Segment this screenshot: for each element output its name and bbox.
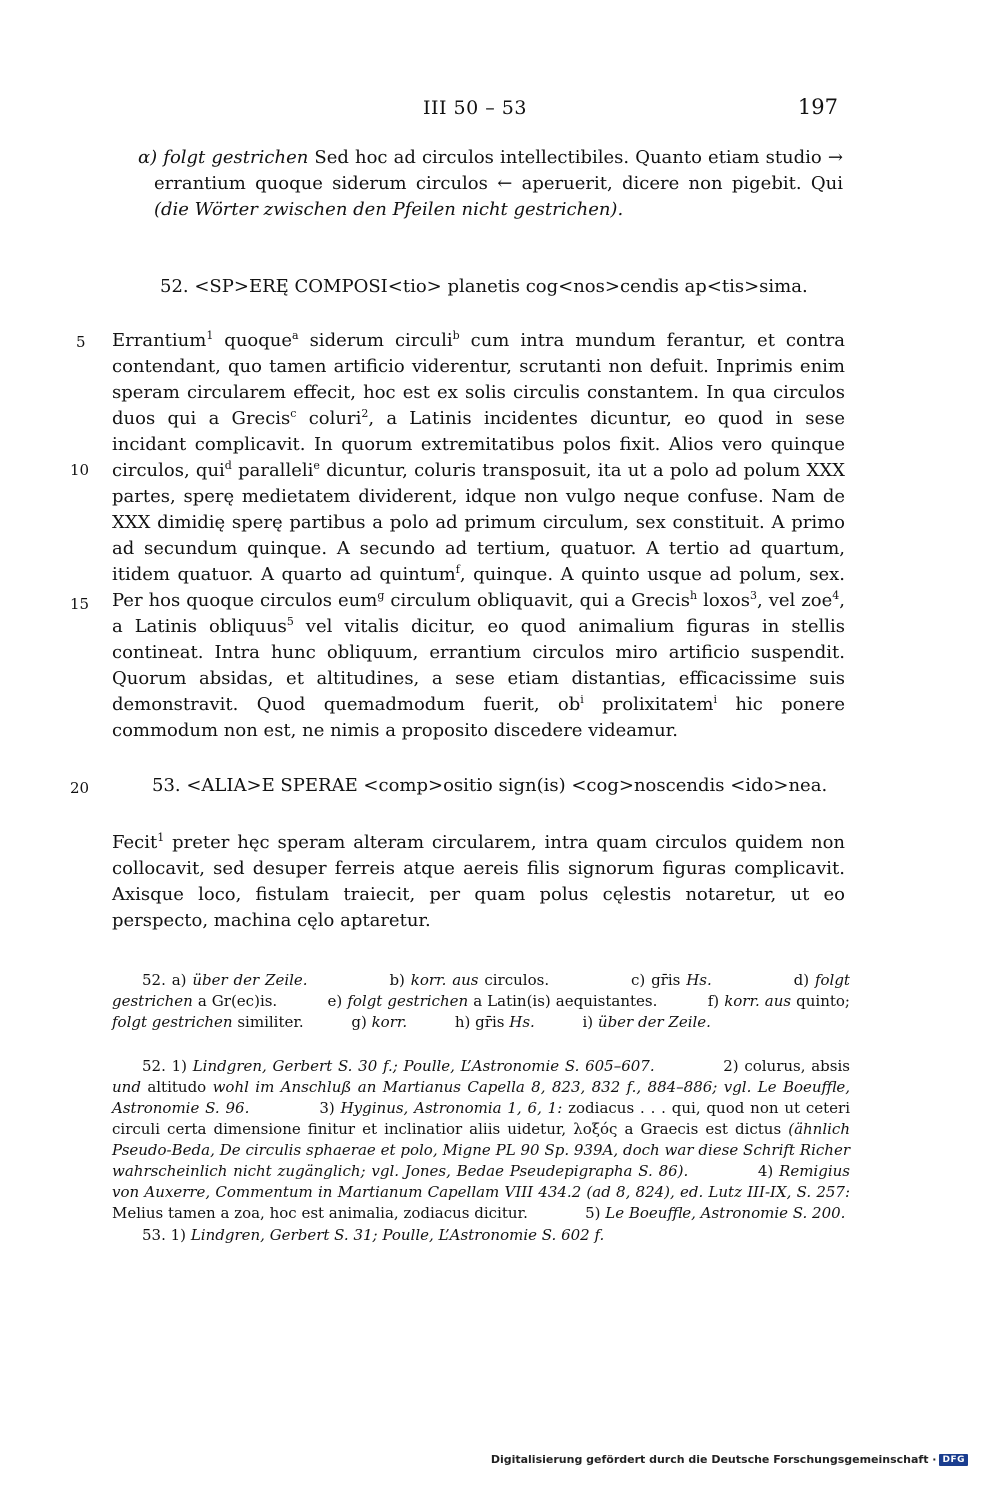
alpha-lead: folgt gestrichen bbox=[163, 147, 309, 168]
note-mark: 4) bbox=[757, 1162, 774, 1180]
note-text: zodiacus . . . qui, quod non ut ceteri circuli certa dimensione finitur et inclinatior aliis uidetur, λοξός a Graecis est dictus bbox=[112, 1099, 851, 1138]
note-number: 52. bbox=[142, 1057, 166, 1075]
note-italic: wohl im Anschluß an Martianus Capella 8, 823, 832 f., 884–886; vgl. Le Boeuffle, Astronomie S. 96. bbox=[112, 1078, 850, 1117]
apparatus-mark: f) bbox=[707, 992, 720, 1010]
body-text-run: Errantium bbox=[112, 330, 207, 351]
note-italic: Hyginus, Astronomia 1, 6, 1: bbox=[340, 1099, 563, 1117]
body-text-run: preter hęc speram alteram circularem, intra quam circulos quidem non collocavit, sed desuper ferreis atque aereis filis signorum figuras complicavit. Axisque loco, fistulam traiecit, per quam polus cęlestis notaretur, ut eo perspecto, machina cęlo aptaretur. bbox=[112, 832, 845, 931]
apparatus-ref: i bbox=[713, 693, 717, 706]
note-italic: Lindgren, Gerbert S. 30 f.; Poulle, L’Astronomie S. 605–607. bbox=[192, 1057, 655, 1075]
body-text-run: , vel zoe bbox=[756, 590, 833, 611]
commentary-notes bbox=[112, 1056, 850, 1246]
note-number: 53. bbox=[142, 1226, 166, 1244]
line-number-5: 5 bbox=[76, 333, 86, 351]
apparatus-italic: Hs. bbox=[686, 971, 712, 989]
section-52-body bbox=[112, 328, 845, 744]
alpha-text-c: aperuerit, dicere non pigebit. Qui bbox=[521, 173, 843, 194]
note-mark: 1) bbox=[170, 1226, 187, 1244]
footnote-ref: 1 bbox=[206, 329, 214, 342]
apparatus-ref: b bbox=[452, 329, 460, 342]
footnote-ref: 1 bbox=[157, 831, 165, 844]
body-text-run: loxos bbox=[697, 590, 750, 611]
body-text-run: , a Latinis obliquus bbox=[112, 590, 846, 637]
apparatus-italic: über der Zeile. bbox=[597, 1013, 711, 1031]
body-text-run: hic ponere commodum non est, ne nimis a proposito discedere videamur. bbox=[112, 694, 846, 741]
alpha-footnote-text bbox=[138, 145, 843, 223]
note-mark: 2) bbox=[723, 1057, 739, 1075]
alpha-text-b: errantium quoque siderum circulos bbox=[154, 173, 488, 194]
note-italic: und bbox=[112, 1078, 141, 1096]
apparatus-text: quinto; bbox=[796, 992, 850, 1010]
note-mark: 3) bbox=[319, 1099, 335, 1117]
body-text-run: , a Latinis incidentes dicuntur, eo quod in sese incidant complicavit. In quorum extremitatibus polos fixit. Alios vero quinque circulos, qui bbox=[112, 408, 845, 481]
apparatus-italic: folgt gestrichen bbox=[112, 1013, 233, 1031]
body-text-run: vel vitalis dicitur, eo quod animalium figuras in stellis contineat. Intra hunc obliquum, errantium circulos miro artificio suspendit. Quorum absidas, et altitudines, a sese etiam distantias, efficacissime suis demonstravit. Quod quemadmodum fuerit, ob bbox=[112, 616, 845, 715]
body-text-run: quoque bbox=[213, 330, 293, 351]
body-text-run: paralleli bbox=[231, 460, 314, 481]
apparatus-text: a Latin(is) aequistantes. bbox=[473, 992, 658, 1010]
apparatus-ref: i bbox=[580, 693, 584, 706]
apparatus-entry bbox=[112, 970, 850, 1033]
section-52-title: 52. <SP>ERĘ COMPOSI<tio> planetis cog<nos>cendis ap<tis>sima. bbox=[160, 276, 808, 297]
body-text-run: cum intra mundum ferantur, et contra contendant, quo tamen artificio viderentur, scrutanti non defuit. Inprimis enim speram circularem effecit, hoc est ex solis circulis constantem. In qua circulos duos qui a Grecis bbox=[112, 330, 845, 429]
body-text-run: siderum circuli bbox=[298, 330, 453, 351]
arrow-left-icon: ← bbox=[497, 173, 513, 194]
apparatus-italic: folgt gestrichen bbox=[112, 971, 850, 1010]
alpha-marker: α) bbox=[138, 147, 158, 168]
apparatus-text: circulos. bbox=[484, 971, 550, 989]
apparatus-mark: c) bbox=[630, 971, 646, 989]
note-mark: 5) bbox=[585, 1204, 601, 1222]
apparatus-ref: c bbox=[290, 407, 297, 420]
section-53-body bbox=[112, 830, 845, 934]
body-text-run: , quinque. A quinto usque ad polum, sex. Per hos quoque circulos eum bbox=[112, 564, 846, 611]
alpha-trail: (die Wörter zwischen den Pfeilen nicht gestrichen). bbox=[154, 199, 624, 220]
apparatus-ref: f bbox=[455, 563, 460, 576]
body-text-run: circulum obliquavit, qui a Grecis bbox=[384, 590, 690, 611]
apparatus-mark: h) bbox=[454, 1013, 471, 1031]
note-text: Melius tamen a zoa, hoc est animalia, zodiacus dicitur. bbox=[112, 1204, 528, 1222]
apparatus-ref: e bbox=[313, 459, 320, 472]
note-italic: Le Boeuffle, Astronomie S. 200. bbox=[605, 1204, 846, 1222]
apparatus-mark: b) bbox=[389, 971, 405, 989]
apparatus-mark: a) bbox=[171, 971, 187, 989]
apparatus-mark: e) bbox=[327, 992, 343, 1010]
alpha-text-a: Sed hoc ad circulos intellectibiles. Quanto etiam studio bbox=[314, 147, 822, 168]
apparatus-italic: korr. aus bbox=[410, 971, 479, 989]
footnote-ref: 2 bbox=[361, 407, 369, 420]
footnote-ref: 4 bbox=[832, 589, 840, 602]
apparatus-ref: d bbox=[224, 459, 232, 472]
footnote-ref: 3 bbox=[749, 589, 757, 602]
note-italic: Remigius von Auxerre, Commentum in Martianum Capellam VIII 434.2 (ad 8, 824), ed. Lutz III-IX, S. 257: bbox=[112, 1162, 850, 1201]
note-italic: (ähnlich Pseudo-Beda, De circulis sphaerae et polo, Migne PL 90 Sp. 939A, doch war diese Schrift Richer wahrscheinlich nicht zugänglich; vgl. Jones, Bedae Pseudepigrapha S. 86). bbox=[112, 1120, 850, 1180]
section-53-title: 53. <ALIA>E SPERAE <comp>ositio sign(is) <cog>noscendis <ido>nea. bbox=[152, 775, 828, 796]
apparatus-italic: Hs. bbox=[509, 1013, 535, 1031]
note-text: altitudo bbox=[147, 1078, 207, 1096]
digitization-credit bbox=[491, 1453, 968, 1466]
critical-apparatus bbox=[112, 970, 850, 1033]
apparatus-italic: über der Zeile. bbox=[192, 971, 308, 989]
apparatus-ref: h bbox=[689, 589, 698, 602]
apparatus-italic: folgt gestrichen bbox=[347, 992, 469, 1010]
dfg-logo: DFG bbox=[939, 1454, 968, 1466]
body-text-run: coluri bbox=[296, 408, 362, 429]
apparatus-number: 52. bbox=[142, 971, 166, 989]
apparatus-ref: g bbox=[377, 589, 385, 602]
apparatus-text: gr̄is bbox=[651, 971, 681, 989]
credit-text: Digitalisierung gefördert durch die Deutsche Forschungsgemeinschaft · bbox=[490, 1453, 937, 1466]
note-text: colurus, absis bbox=[744, 1057, 850, 1075]
footnote-ref: 5 bbox=[286, 615, 294, 628]
body-text-run: prolixitatem bbox=[583, 694, 714, 715]
body-text-run: Fecit bbox=[112, 832, 158, 853]
apparatus-italic: korr. aus bbox=[724, 992, 792, 1010]
apparatus-italic: korr. bbox=[371, 1013, 408, 1031]
apparatus-ref: a bbox=[292, 329, 299, 342]
apparatus-text: similiter. bbox=[237, 1013, 304, 1031]
alpha-footnote bbox=[138, 145, 843, 223]
notes-53 bbox=[112, 1225, 850, 1246]
page-number: 197 bbox=[797, 95, 838, 119]
apparatus-text: a Gr(ec)is. bbox=[197, 992, 278, 1010]
line-number-10: 10 bbox=[70, 461, 90, 479]
apparatus-mark: g) bbox=[351, 1013, 367, 1031]
notes-52 bbox=[112, 1056, 850, 1224]
apparatus-mark: i) bbox=[582, 1013, 594, 1031]
line-number-15: 15 bbox=[70, 595, 90, 613]
arrow-right-icon: → bbox=[827, 147, 843, 168]
apparatus-text: gr̄is bbox=[475, 1013, 505, 1031]
running-title: III 50 – 53 bbox=[423, 97, 527, 119]
note-italic: Lindgren, Gerbert S. 31; Poulle, L’Astronomie S. 602 f. bbox=[190, 1226, 605, 1244]
apparatus-mark: d) bbox=[793, 971, 810, 989]
body-text-run: dicuntur, coluris transposuit, ita ut a polo ad polum XXX partes, sperę medietatem dividerent, idque non vulgo neque confuse. Nam de XXX dimidię sperę partibus a polo ad primum circulum, sex constituit. A primo ad secundum quinque. A secundo ad tertium, quatuor. A tertio ad quartum, itidem quatuor. A quarto ad quintum bbox=[112, 460, 846, 585]
note-mark: 1) bbox=[171, 1057, 187, 1075]
line-number-20: 20 bbox=[70, 779, 90, 797]
